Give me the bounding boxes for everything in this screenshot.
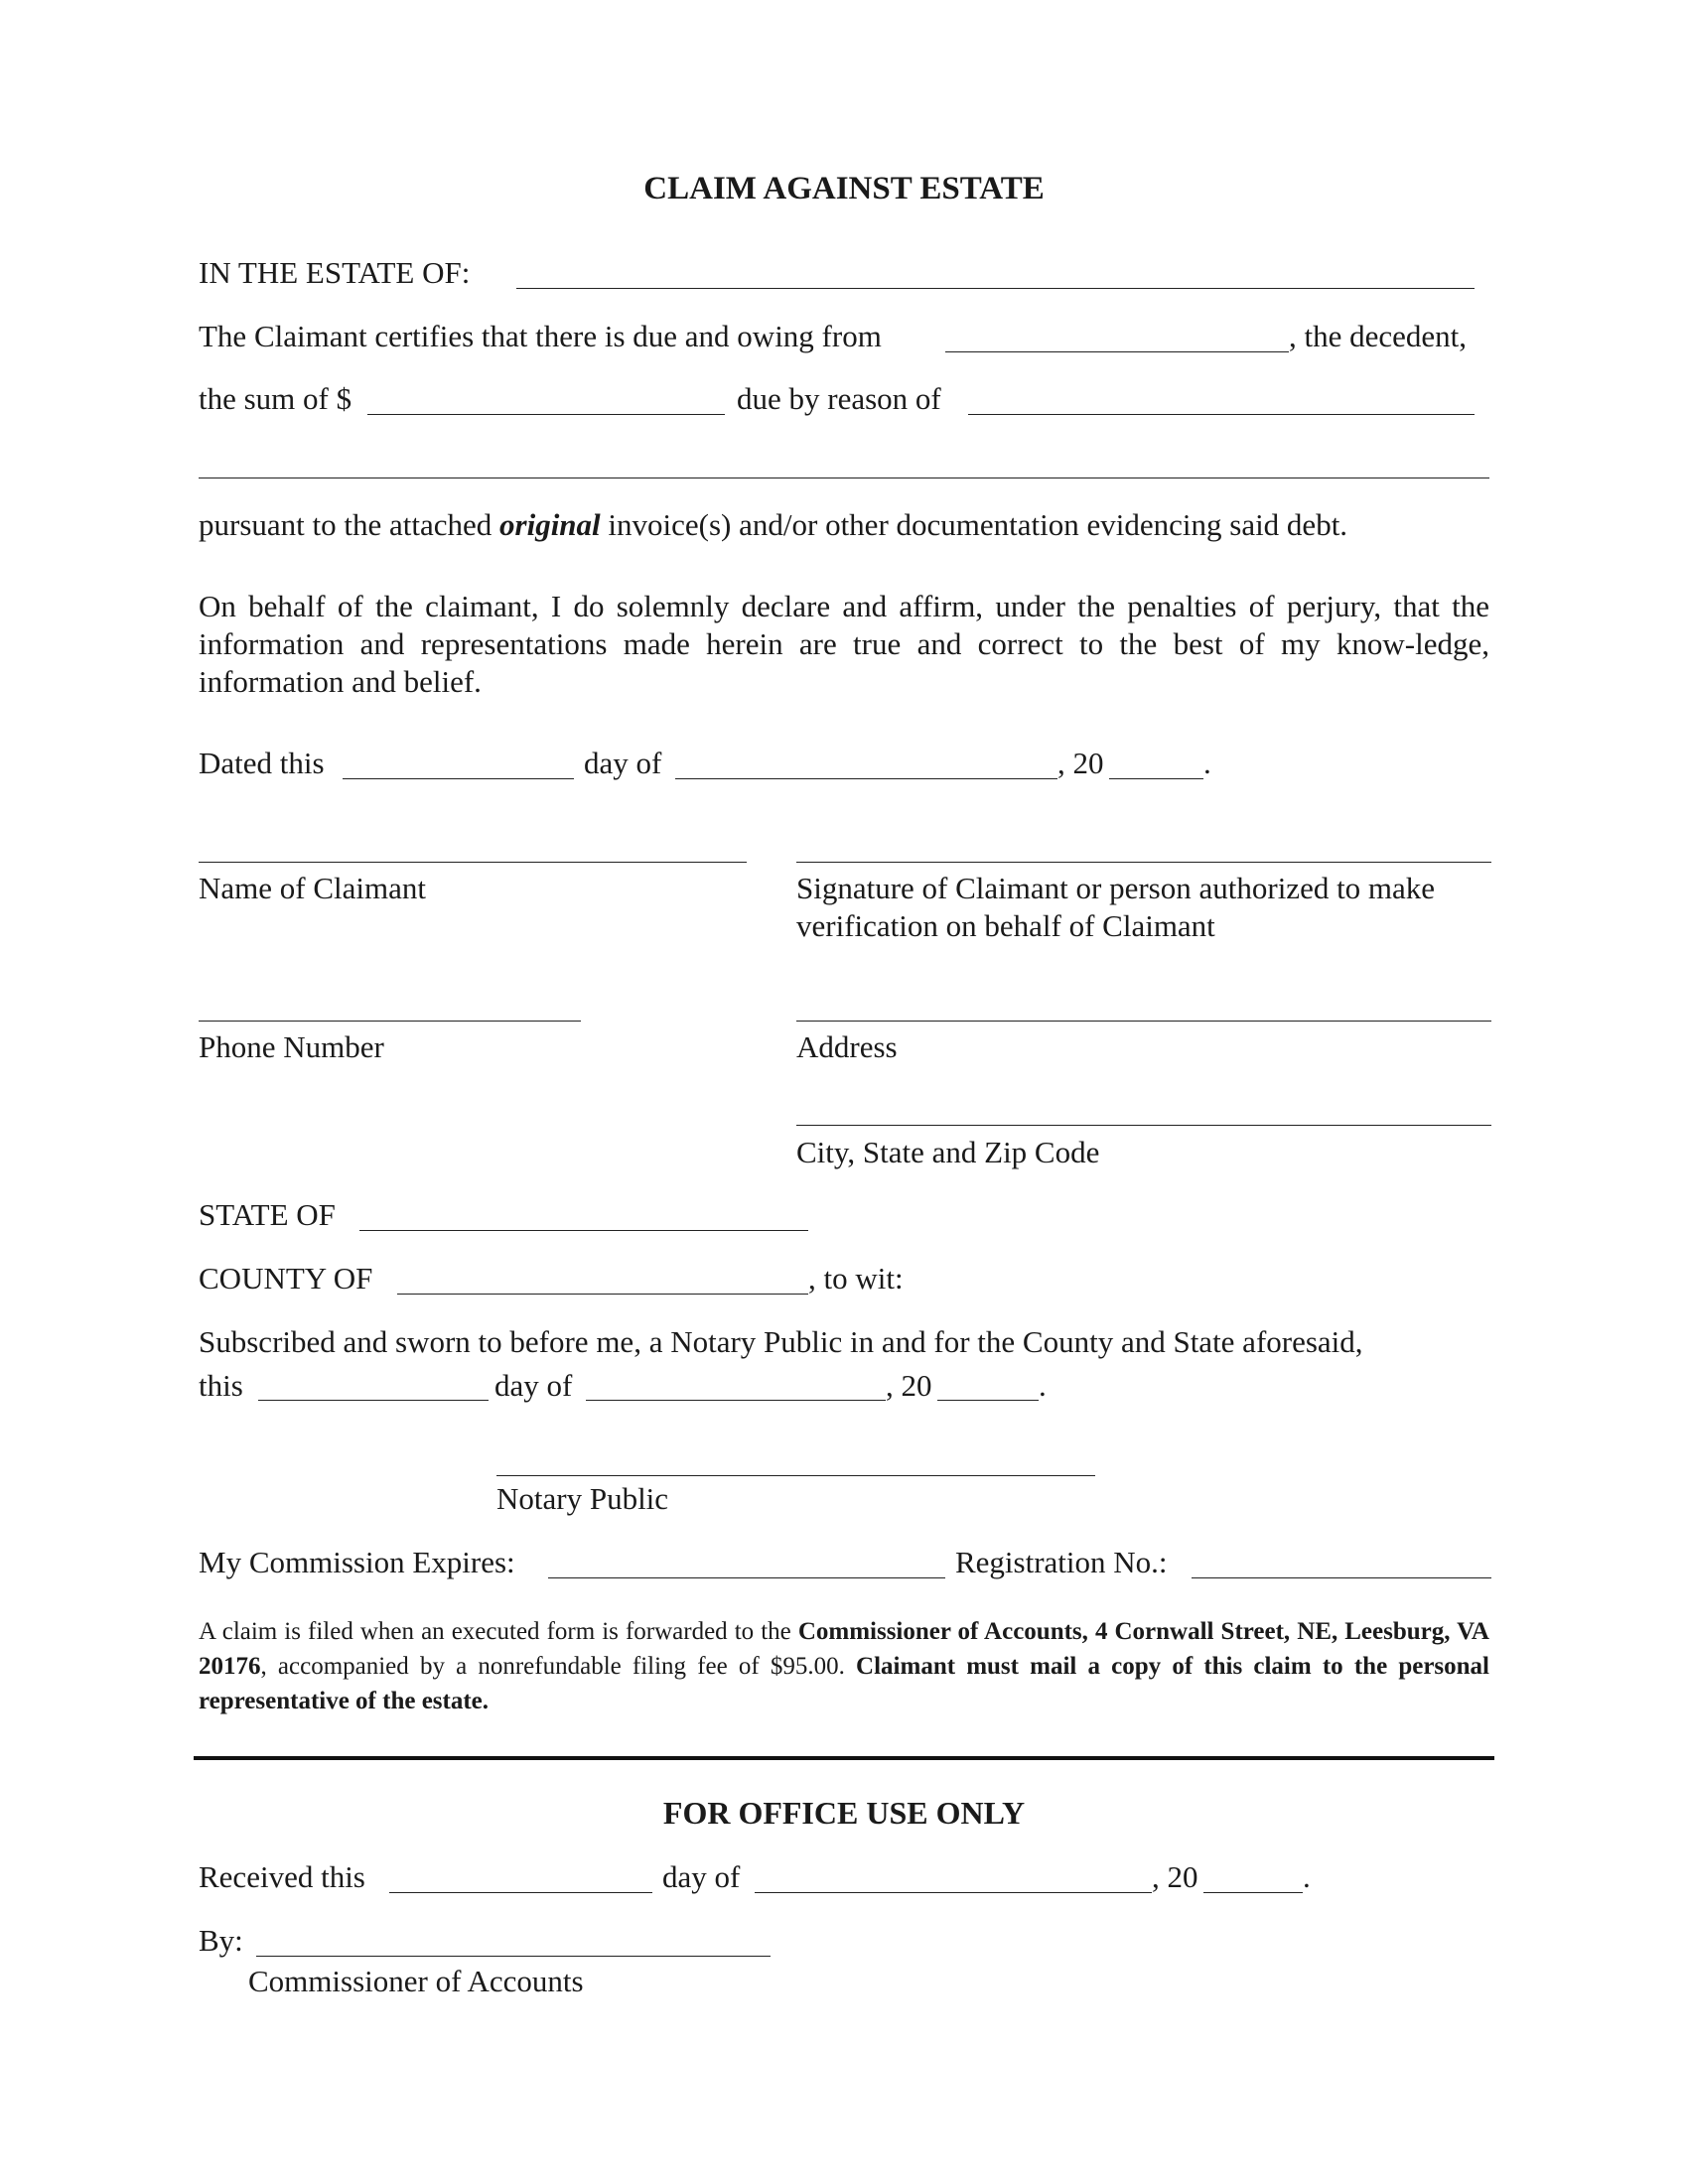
received-day-field[interactable] — [389, 1892, 652, 1893]
filing-notice — [199, 1614, 1489, 1718]
dated-label: Dated this — [199, 746, 325, 780]
section-divider — [194, 1756, 1494, 1760]
reason-label: due by reason of — [737, 381, 941, 416]
received-year-prefix: , 20 — [1152, 1859, 1198, 1894]
received-label: Received this — [199, 1859, 365, 1894]
state-field[interactable] — [359, 1230, 808, 1231]
claimant-signature-field[interactable] — [796, 862, 1491, 863]
notary-signature-field[interactable] — [496, 1475, 1095, 1476]
decedent-suffix: , the decedent, — [1289, 319, 1468, 353]
by-label: By: — [199, 1923, 243, 1958]
dated-day-of: day of — [584, 746, 662, 780]
dated-period: . — [1203, 746, 1211, 780]
city-state-zip-label: City, State and Zip Code — [796, 1135, 1100, 1169]
dated-year-prefix: , 20 — [1057, 746, 1104, 780]
estate-name-field[interactable] — [516, 288, 1475, 289]
notice-mail-copy: Claimant must mail a copy of this claim to the personal representative of the estate. — [199, 1653, 1490, 1714]
address-label: Address — [796, 1029, 898, 1064]
sum-amount-field[interactable] — [367, 414, 725, 415]
received-year-field[interactable] — [1203, 1892, 1303, 1893]
county-of-label: COUNTY OF — [199, 1261, 373, 1296]
notice-part2: , accompanied by a nonrefundable filing fee of $95.00. — [260, 1653, 857, 1680]
pursuant-post: invoice(s) and/or other documentation evidencing said debt. — [608, 507, 1348, 542]
pursuant-emphasis: original — [499, 507, 601, 542]
county-field[interactable] — [397, 1294, 808, 1295]
certifies-text: The Claimant certifies that there is due and owing from — [199, 319, 882, 353]
signature-label-2: verification on behalf of Claimant — [796, 908, 1215, 943]
commissioner-label: Commissioner of Accounts — [248, 1964, 584, 1998]
phone-field[interactable] — [199, 1021, 581, 1022]
received-month-field[interactable] — [755, 1892, 1152, 1893]
received-period: . — [1303, 1859, 1311, 1894]
sworn-period: . — [1039, 1368, 1047, 1403]
claimant-name-field[interactable] — [199, 862, 747, 863]
dated-year-field[interactable] — [1109, 778, 1203, 779]
pursuant-pre: pursuant to the attached — [199, 507, 492, 542]
sworn-year-prefix: , 20 — [886, 1368, 932, 1403]
affirmation-paragraph: On behalf of the claimant, I do solemnly declare and affirm, under the penalties of perjury, that the information and representations made herein are true and correct to the best of my know-ledge, information and belief. — [199, 589, 1489, 699]
estate-of-label: IN THE ESTATE OF: — [199, 255, 471, 290]
office-use-title: FOR OFFICE USE ONLY — [662, 1795, 1026, 1831]
sworn-day-field[interactable] — [258, 1400, 489, 1401]
subscribed-text: Subscribed and sworn to before me, a Notary Public in and for the County and State aforesaid, — [199, 1324, 1363, 1359]
registration-label: Registration No.: — [955, 1545, 1168, 1579]
phone-label: Phone Number — [199, 1029, 384, 1064]
signature-label-1: Signature of Claimant or person authorized to make — [796, 871, 1436, 905]
name-of-claimant-label: Name of Claimant — [199, 871, 426, 905]
pursuant-line — [199, 506, 1347, 543]
dated-month-field[interactable] — [675, 778, 1057, 779]
sworn-year-field[interactable] — [937, 1400, 1039, 1401]
notice-address: Commissioner of Accounts, 4 Cornwall Street, NE, Leesburg, VA 20176 — [199, 1618, 1489, 1680]
commission-expires-field[interactable] — [548, 1577, 945, 1578]
notary-public-label: Notary Public — [496, 1481, 669, 1516]
sworn-day-of: day of — [494, 1368, 573, 1403]
commission-label: My Commission Expires: — [199, 1545, 515, 1579]
reason-field[interactable] — [968, 414, 1475, 415]
received-day-of: day of — [662, 1859, 741, 1894]
registration-number-field[interactable] — [1192, 1577, 1491, 1578]
form-title: CLAIM AGAINST ESTATE — [643, 171, 1045, 206]
commissioner-signature-field[interactable] — [256, 1956, 771, 1957]
debtor-name-field[interactable] — [945, 351, 1289, 352]
city-state-zip-field[interactable] — [796, 1125, 1491, 1126]
address-field[interactable] — [796, 1021, 1491, 1022]
sum-label: the sum of $ — [199, 381, 352, 416]
this-label: this — [199, 1368, 243, 1403]
state-of-label: STATE OF — [199, 1197, 336, 1232]
notice-part1: A claim is filed when an executed form is forwarded to the — [199, 1618, 798, 1645]
to-wit-label: , to wit: — [808, 1261, 904, 1296]
dated-day-field[interactable] — [343, 778, 574, 779]
sworn-month-field[interactable] — [586, 1400, 886, 1401]
